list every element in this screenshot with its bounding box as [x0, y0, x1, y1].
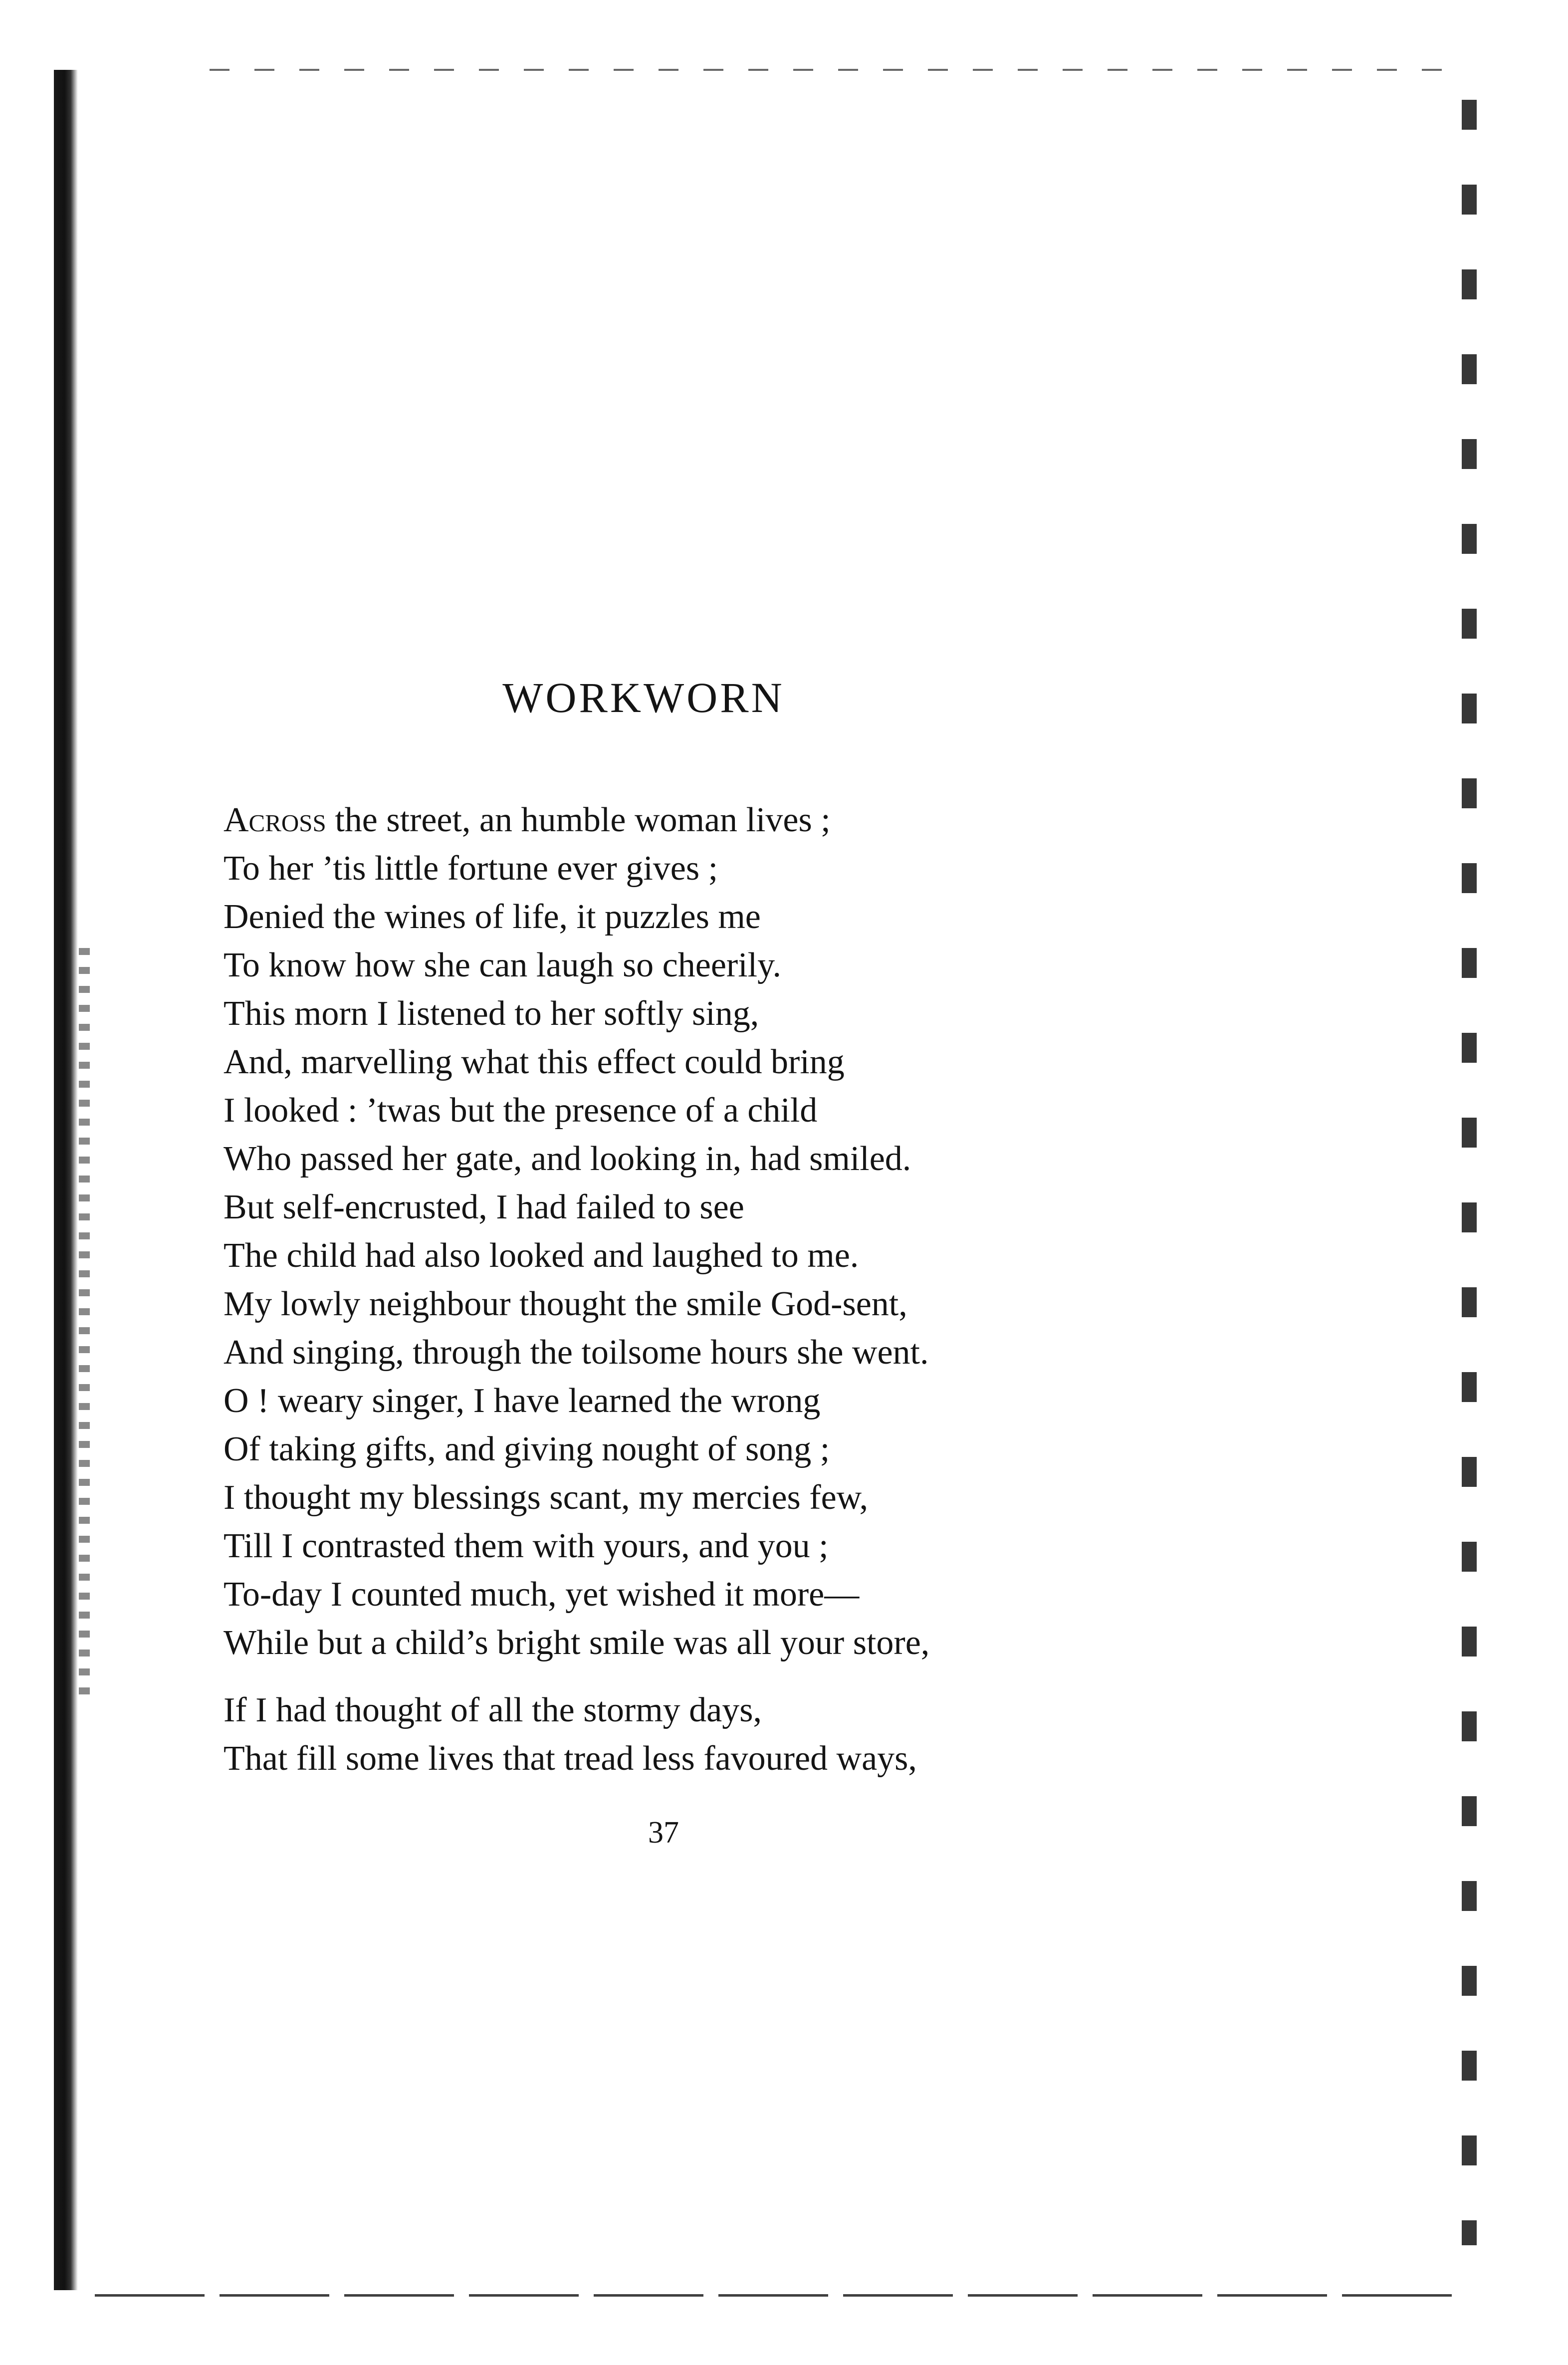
poem-line: If I had thought of all the stormy days, [224, 1691, 762, 1729]
poem-line: But self-encrusted, I had failed to see [224, 1188, 744, 1226]
top-edge-scan-artifact [210, 69, 1457, 71]
poem-body [224, 796, 1371, 1783]
page-number: 37 [648, 1816, 679, 1850]
poem-line [224, 796, 1371, 844]
poem-line: Denied the wines of life, it puzzles me [224, 898, 761, 936]
poem-line: To-day I counted much, yet wished it more— [224, 1575, 860, 1614]
stanza-2 [224, 1686, 1371, 1783]
poem-line: That fill some lives that tread less favoured ways, [224, 1739, 917, 1778]
binding-edge-texture [79, 948, 90, 1696]
poem-line: I thought my blessings scant, my mercies few, [224, 1478, 869, 1517]
poem-line: And, marvelling what this effect could bring [224, 1043, 845, 1081]
stanza-1 [224, 796, 1371, 1667]
poem-line: Of taking gifts, and giving nought of song ; [224, 1430, 830, 1468]
stanza-break [224, 1667, 1371, 1686]
poem-line: Till I contrasted them with yours, and you ; [224, 1527, 829, 1565]
poem-line: To her ’tis little fortune ever gives ; [224, 849, 718, 888]
poem-line: While but a child’s bright smile was all your store, [224, 1624, 930, 1662]
poem-line: And singing, through the toilsome hours she went. [224, 1333, 929, 1372]
poem-line: My lowly neighbour thought the smile God-sent, [224, 1285, 907, 1323]
poem-line: To know how she can laugh so cheerily. [224, 946, 782, 984]
poem-line: Who passed her gate, and looking in, had smiled. [224, 1140, 911, 1178]
poem-line-lead-word: Across [224, 801, 326, 839]
poem-line: The child had also looked and laughed to me. [224, 1236, 859, 1275]
poem-line: I looked : ’twas but the presence of a child [224, 1091, 818, 1130]
poem-line: This morn I listened to her softly sing, [224, 994, 759, 1033]
poem-title: WORKWORN [502, 674, 785, 721]
binding-edge-shadow [54, 70, 78, 2290]
bottom-edge-scan-artifact [95, 2294, 1467, 2297]
right-edge-scan-artifact [1462, 100, 1477, 2245]
poem-line: O ! weary singer, I have learned the wrong [224, 1382, 821, 1420]
poem-line-rest: the street, an humble woman lives ; [326, 801, 831, 839]
